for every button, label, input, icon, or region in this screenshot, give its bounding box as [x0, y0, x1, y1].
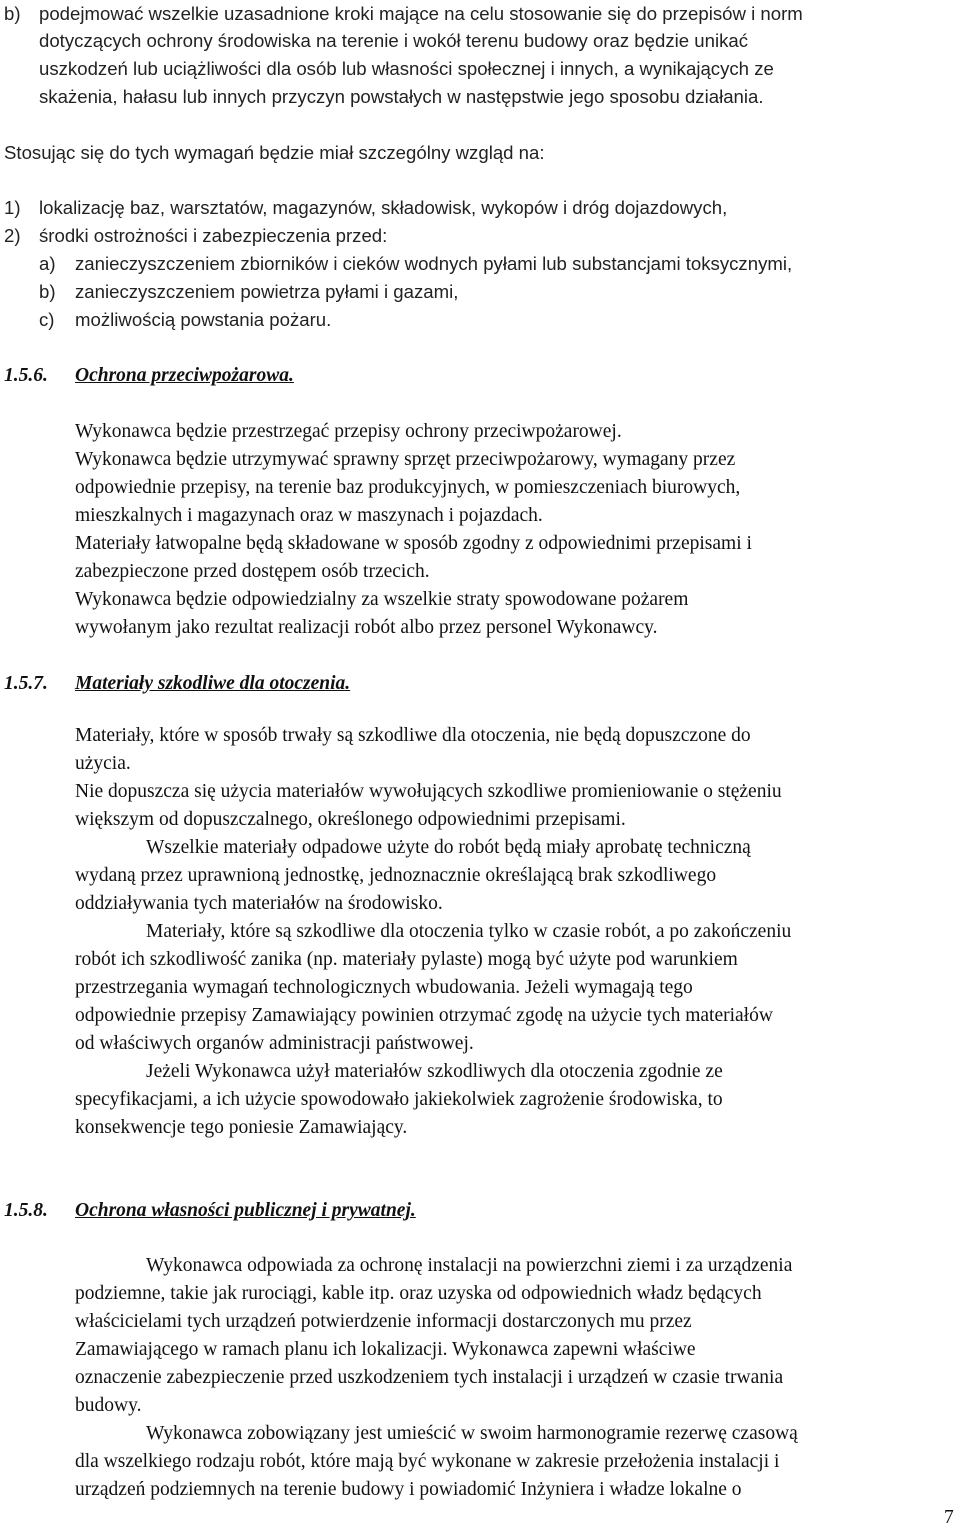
section-number: 1.5.6. — [4, 365, 48, 386]
paragraph-line: podziemne, takie jak rurociągi, kable itp. oraz uzyska od odpowiednich władz będących — [75, 1283, 762, 1304]
section-number: 1.5.8. — [4, 1200, 48, 1221]
paragraph-line: zabezpieczone przed dostępem osób trzecich. — [75, 561, 430, 582]
paragraph-line: skażenia, hałasu lub innych przyczyn powstałych w następstwie jego sposobu działania. — [39, 86, 764, 107]
paragraph-line: przestrzegania wymagań technologicznych wbudowania. Jeżeli wymagają tego — [75, 977, 693, 998]
paragraph-line: Wykonawca odpowiada za ochronę instalacji na powierzchni ziemi i za urządzenia — [146, 1255, 793, 1276]
section-title: Materiały szkodliwe dla otoczenia. — [75, 673, 351, 694]
list-marker: b) — [4, 3, 21, 24]
paragraph-line: oznaczenie zabezpieczenie przed uszkodzeniem tych instalacji i urządzeń w czasie trwania — [75, 1367, 784, 1388]
paragraph-line: dla wszelkiego rodzaju robót, które mają być wykonane w zakresie przełożenia instalacji i — [75, 1451, 780, 1472]
paragraph-line: podejmować wszelkie uzasadnione kroki mające na celu stosowanie się do przepisów i norm — [39, 3, 803, 24]
paragraph-line: właścicielami tych urządzeń potwierdzenie informacji dostarczonych mu przez — [75, 1311, 692, 1332]
section-title: Ochrona własności publicznej i prywatnej. — [75, 1200, 416, 1221]
paragraph-line: uszkodzeń lub uciążliwości dla osób lub własności społecznej i innych, a wynikających ze — [39, 58, 774, 79]
paragraph-line: Wykonawca będzie przestrzegać przepisy ochrony przeciwpożarowej. — [75, 421, 622, 442]
paragraph-line: użycia. — [75, 753, 131, 774]
paragraph-line: Wykonawca będzie odpowiedzialny za wszelkie straty spowodowane pożarem — [75, 589, 689, 610]
list-marker: c) — [39, 309, 55, 330]
paragraph-line: Wszelkie materiały odpadowe użyte do robót będą miały aprobatę techniczną — [146, 837, 751, 858]
list-marker: b) — [39, 281, 56, 302]
paragraph-line: Wykonawca będzie utrzymywać sprawny sprzęt przeciwpożarowy, wymagany przez — [75, 449, 736, 470]
paragraph-line: Materiały, które są szkodliwe dla otoczenia tylko w czasie robót, a po zakończeniu — [146, 921, 792, 942]
paragraph-line: Materiały łatwopalne będą składowane w sposób zgodny z odpowiednimi przepisami i — [75, 533, 752, 554]
paragraph-line: odpowiednie przepisy, na terenie baz produkcyjnych, w pomieszczeniach biurowych, — [75, 477, 741, 498]
paragraph-line: urządzeń podziemnych na terenie budowy i powiadomić Inżyniera i władze lokalne o — [75, 1479, 742, 1500]
page-number: 7 — [944, 1507, 954, 1528]
section-number: 1.5.7. — [4, 673, 48, 694]
paragraph-line: Zamawiającego w ramach planu ich lokalizacji. Wykonawca zapewni właściwe — [75, 1339, 696, 1360]
paragraph-line: oddziaływania tych materiałów na środowisko. — [75, 893, 443, 914]
paragraph-line: Wykonawca zobowiązany jest umieścić w swoim harmonogramie rezerwę czasową — [146, 1423, 798, 1444]
paragraph-line: odpowiednie przepisy Zamawiający powinien otrzymać zgodę na użycie tych materiałów — [75, 1005, 773, 1026]
section-title: Ochrona przeciwpożarowa. — [75, 365, 294, 386]
paragraph-line: większym od dopuszczalnego, określonego odpowiednimi przepisami. — [75, 809, 626, 830]
paragraph-line: Nie dopuszcza się użycia materiałów wywołujących szkodliwe promieniowanie o stężeniu — [75, 781, 782, 802]
paragraph-line: robót ich szkodliwość zanika (np. materiały pylaste) mogą być użyte pod warunkiem — [75, 949, 738, 970]
paragraph-line: Jeżeli Wykonawca użył materiałów szkodliwych dla otoczenia zgodnie ze — [146, 1061, 723, 1082]
paragraph-line: konsekwencje tego poniesie Zamawiający. — [75, 1117, 408, 1138]
paragraph-line: specyfikacjami, a ich użycie spowodowało jakiekolwiek zagrożenie środowiska, to — [75, 1089, 723, 1110]
list-marker: a) — [39, 253, 56, 274]
paragraph-line: wywołanym jako rezultat realizacji robót albo przez personel Wykonawcy. — [75, 617, 658, 638]
lead-text: Stosując się do tych wymagań będzie miał szczególny wzgląd na: — [4, 142, 545, 163]
paragraph-line: wydaną przez uprawnioną jednostkę, jednoznacznie określającą brak szkodliwego — [75, 865, 717, 886]
paragraph-line: mieszkalnych i magazynach oraz w maszynach i pojazdach. — [75, 505, 543, 526]
list-marker: 2) — [4, 225, 21, 246]
list-item: możliwością powstania pożaru. — [75, 309, 332, 330]
paragraph-line: budowy. — [75, 1395, 142, 1416]
paragraph-line: Materiały, które w sposób trwały są szkodliwe dla otoczenia, nie będą dopuszczone do — [75, 725, 751, 746]
paragraph-line: od właściwych organów administracji państwowej. — [75, 1033, 474, 1054]
list-item: lokalizację baz, warsztatów, magazynów, składowisk, wykopów i dróg dojazdowych, — [39, 197, 728, 218]
list-item: zanieczyszczeniem powietrza pyłami i gazami, — [75, 281, 459, 302]
list-item: środki ostrożności i zabezpieczenia przed: — [39, 225, 388, 246]
list-marker: 1) — [4, 197, 21, 218]
paragraph-line: dotyczących ochrony środowiska na terenie i wokół terenu budowy oraz będzie unikać — [39, 30, 749, 51]
list-item: zanieczyszczeniem zbiorników i cieków wodnych pyłami lub substancjami toksycznymi, — [75, 253, 793, 274]
